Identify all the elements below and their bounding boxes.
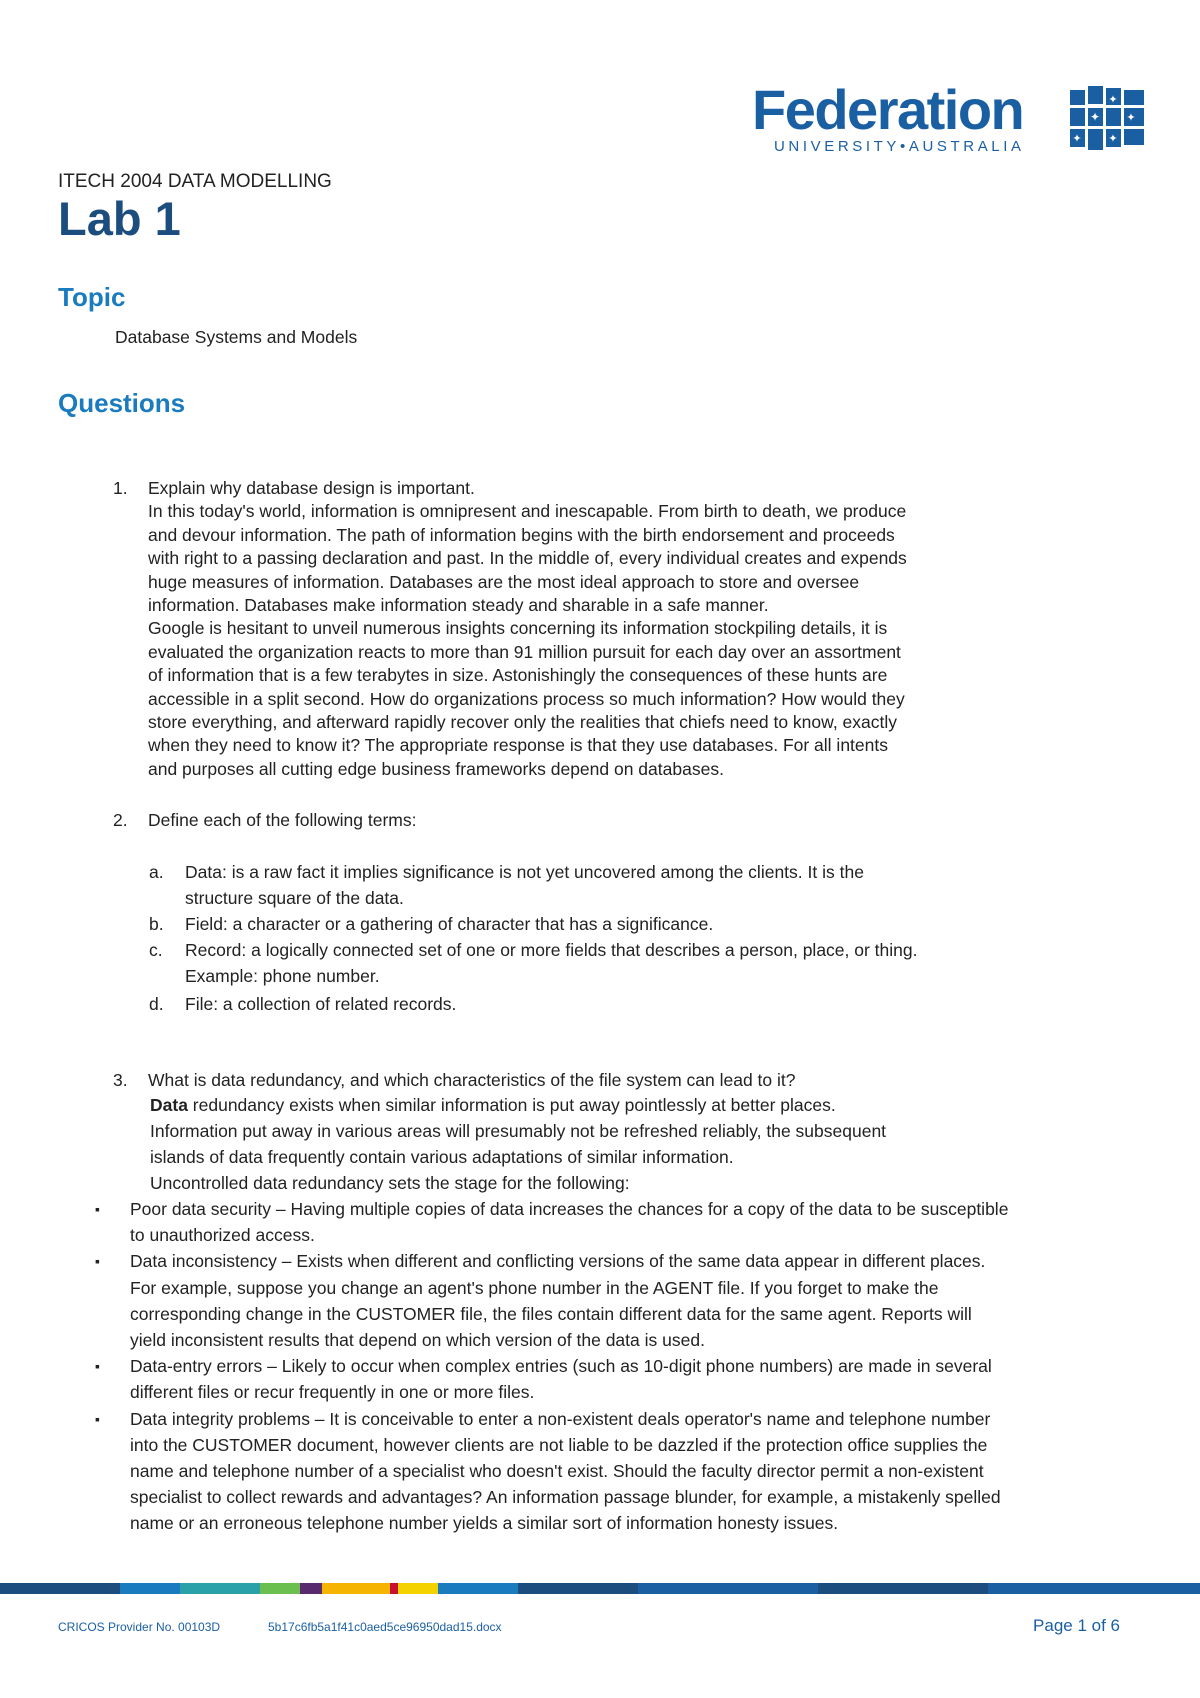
questions-heading: Questions [58, 388, 186, 418]
item-letter: b. [149, 914, 164, 934]
term-definition-cont: structure square of the data. [185, 888, 404, 908]
bullet-line: Poor data security – Having multiple copies of data increases the chances for a copy of the data to be susceptible [130, 1199, 1009, 1219]
bullet-icon: ▪ [95, 1358, 100, 1375]
bullet-line: to unauthorized access. [130, 1225, 315, 1246]
answer-line: information. Databases make information steady and sharable in a safe manner. [148, 595, 769, 616]
bullet-icon: ▪ [95, 1253, 100, 1270]
question-prompt: What is data redundancy, and which characteristics of the file system can lead to it? [148, 1070, 796, 1090]
bullet-line: into the CUSTOMER document, however clients are not liable to be dazzled if the protection office supplies the [130, 1434, 988, 1455]
term-definition: Field: a character or a gathering of character that has a significance. [185, 914, 714, 934]
question-2 [113, 809, 1113, 832]
topic-text: Database Systems and Models [115, 327, 358, 347]
logo-subtitle: UNIVERSITY•AUSTRALIA [774, 138, 1025, 155]
term-item [149, 991, 1129, 1017]
question-prompt: Define each of the following terms: [148, 810, 417, 830]
course-code: ITECH 2004 DATA MODELLING [58, 171, 332, 192]
answer-line: islands of data frequently contain various adaptations of similar information. [150, 1147, 734, 1167]
university-logo [752, 78, 1147, 158]
answer-line: of information that is a few terabytes in size. Astonishingly the consequences of these hunts are [148, 665, 888, 686]
term-definition: Record: a logically connected set of one or more fields that describes a person, place, or thing. [185, 940, 918, 960]
term-definition-cont: Example: phone number. [185, 966, 380, 986]
term-definition: Data: is a raw fact it implies significance is not yet uncovered among the clients. It is the [185, 862, 864, 882]
answer-line: and purposes all cutting edge business frameworks depend on databases. [148, 758, 724, 779]
cricos-number: CRICOS Provider No. 00103D [58, 1620, 221, 1634]
bullet-line: specialist to collect rewards and advantages? An information passage blunder, for example, a mistakenly spelled [130, 1487, 1001, 1508]
bullet-line: corresponding change in the CUSTOMER file, the files contain different data for the same agent. Reports will [130, 1303, 972, 1324]
file-name: 5b17c6fb5a1f41c0aed5ce96950dad15.docx [268, 1620, 502, 1634]
item-letter: d. [149, 994, 164, 1014]
bullet-line: Data-entry errors – Likely to occur when complex entries (such as 10-digit phone numbers) are made in several [130, 1356, 992, 1377]
question-number: 1. [113, 478, 128, 498]
question-number: 3. [113, 1070, 128, 1090]
answer-line: accessible in a split second. How do organizations process so much information? How would they [148, 688, 905, 709]
bullet-list [95, 1196, 1155, 1537]
answer-line: store everything, and afterward rapidly recover only the realities that chiefs need to know, exactly [148, 712, 898, 733]
logo-wordmark: Federation [752, 78, 1024, 141]
svg-text:✦: ✦ [1108, 132, 1118, 145]
answer-line: Information put away in various areas will presumably not be refreshed reliably, the subsequent [150, 1121, 887, 1141]
svg-text:✦: ✦ [1108, 93, 1118, 106]
item-letter: c. [149, 940, 163, 960]
question-1 [113, 477, 1113, 781]
answer-line: with right to a passing declaration and past. In the middle of, every individual creates and expends [148, 548, 907, 569]
bullet-line: For example, suppose you change an agent's phone number in the AGENT file. If you forget to make the [130, 1277, 939, 1298]
term-item [149, 859, 1129, 911]
question-3-answer [150, 1092, 886, 1196]
bullet-item [95, 1248, 1155, 1353]
answer-line: Uncontrolled data redundancy sets the stage for the following: [150, 1173, 630, 1193]
question-3 [113, 1069, 1113, 1092]
bullet-icon: ▪ [95, 1410, 100, 1427]
bullet-line: Data integrity problems – It is conceivable to enter a non-existent deals operator's name and telephone number [130, 1408, 991, 1429]
page-number: Page 1 of 6 [1033, 1616, 1120, 1635]
bullet-icon: ▪ [95, 1201, 100, 1217]
question-number: 2. [113, 810, 128, 830]
svg-text:✦: ✦ [1072, 132, 1082, 145]
answer-line: In this today's world, information is omnipresent and inescapable. From birth to death, we produce [148, 501, 907, 522]
term-item [149, 937, 1129, 989]
question-prompt: Explain why database design is important. [148, 478, 475, 498]
bullet-line: different files or recur frequently in one or more files. [130, 1382, 535, 1403]
answer-line: Google is hesitant to unveil numerous insights concerning its information stockpiling details, it is [148, 618, 888, 639]
page-title: Lab 1 [58, 192, 181, 245]
term-definition: File: a collection of related records. [185, 994, 457, 1014]
answer-line: huge measures of information. Databases are the most ideal approach to store and oversee [148, 571, 860, 592]
item-letter: a. [149, 862, 164, 882]
answer-line: and devour information. The path of information begins with the birth endorsement and proceeds [148, 524, 895, 545]
svg-text:✦: ✦ [1089, 110, 1101, 124]
bullet-line: yield inconsistent results that depend on which version of the data is used. [130, 1330, 705, 1351]
answer-line: evaluated the organization reacts to more than 91 million pursuit for each day over an assortment [148, 641, 901, 662]
bullet-line: Data inconsistency – Exists when different and conflicting versions of the same data appear in different places. [130, 1251, 986, 1272]
bullet-line: name or an erroneous telephone number yields a similar sort of information honesty issues. [130, 1513, 839, 1534]
term-item [149, 911, 1129, 937]
svg-text:✦: ✦ [1126, 111, 1136, 124]
answer-line: when they need to know it? The appropriate response is that they use databases. For all intents [148, 735, 888, 756]
answer-line [150, 1092, 886, 1118]
topic-heading: Topic [58, 282, 126, 312]
answer-line-rest: redundancy exists when similar information is put away pointlessly at better places. [187, 1095, 836, 1115]
bullet-line: name and telephone number of a specialist who doesn't exist. Should the faculty director permit a non-existent [130, 1461, 984, 1482]
bullet-item [95, 1406, 1155, 1537]
bullet-item [95, 1353, 1155, 1405]
bold-term: Data [150, 1095, 188, 1115]
bullet-item [95, 1196, 1155, 1248]
flag-icon [1068, 86, 1146, 150]
footer-color-bar [0, 1583, 1200, 1594]
